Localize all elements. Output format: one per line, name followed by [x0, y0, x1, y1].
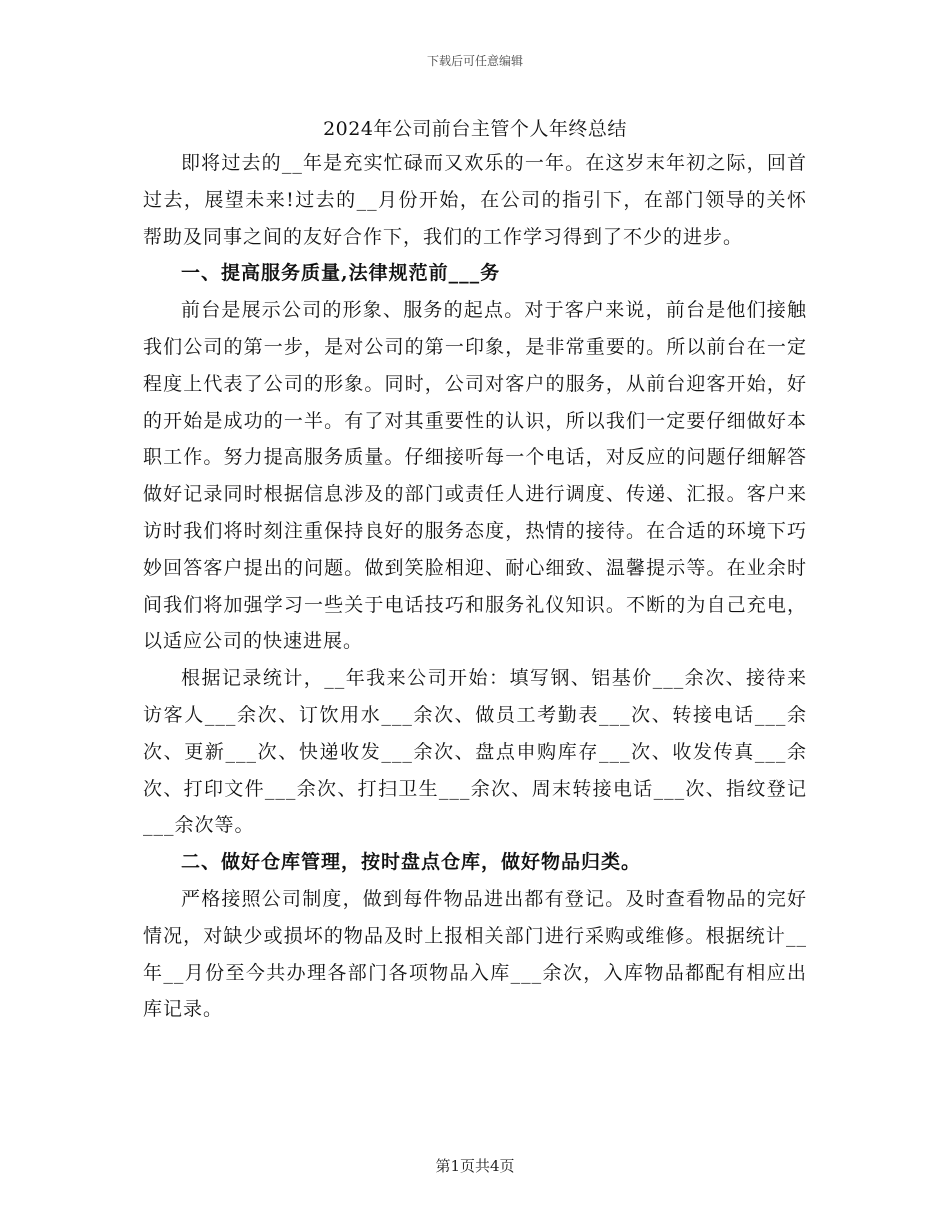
front-desk-paragraph: 前台是展示公司的形象、服务的起点。对于客户来说，前台是他们接触我们公司的第一步，是对公司的第一印象，是非常重要的。所以前台在一定程度上代表了公司的形象。同时，公司对客户的服务，从前台迎客开始，好的开始是成功的一半。有了对其重要性的认识，所以我们一定要仔细做好本职工作。努力提高服务质量。仔细接听每一个电话，对反应的问题仔细解答做好记录同时根据信息涉及的部门或责任人进行调度、传递、汇报。客户来访时我们将时刻注重保持良好的服务态度，热情的接待。在合适的环境下巧妙回答客户提出的问题。做到笑脸相迎、耐心细致、温馨提示等。在业余时间我们将加强学习一些关于电话技巧和服务礼仪知识。不断的为自己充电，以适应公司的快速进展。 [143, 299, 807, 653]
document-body [143, 145, 807, 1028]
statistics-paragraph: 根据记录统计，__年我来公司开始：填写钢、铝基价___余次、接待来访客人___余次、订饮用水___余次、做员工考勤表___次、转接电话___余次、更新___次、快递收发___余次、盘点申购库存___次、收发传真___余次、打印文件___余次、打扫卫生___余次、周末转接电话___次、指纹登记___余次等。 [143, 667, 807, 837]
section-heading-1: 一、提高服务质量,法律规范前___务 [181, 262, 501, 285]
page-header-note: 下载后可任意编辑 [426, 54, 523, 68]
document-title: 2024年公司前台主管个人年终总结 [323, 118, 627, 140]
page-number: 第1页共4页 [435, 1157, 515, 1175]
intro-paragraph: 即将过去的__年是充实忙碌而又欢乐的一年。在这岁末年初之际，回首过去，展望未来!过去的__月份开始，在公司的指引下，在部门领导的关怀帮助及同事之间的友好合作下，我们的工作学习得到了不少的进步。 [143, 152, 807, 248]
section-heading-2: 二、做好仓库管理，按时盘点仓库，做好物品归类。 [181, 851, 642, 874]
warehouse-paragraph: 严格接照公司制度，做到每件物品进出都有登记。及时查看物品的完好情况，对缺少或损坏的物品及时上报相关部门进行采购或维修。根据统计__年__月份至今共办理各部门各项物品入库___余次，入库物品都配有相应出库记录。 [143, 887, 807, 1021]
